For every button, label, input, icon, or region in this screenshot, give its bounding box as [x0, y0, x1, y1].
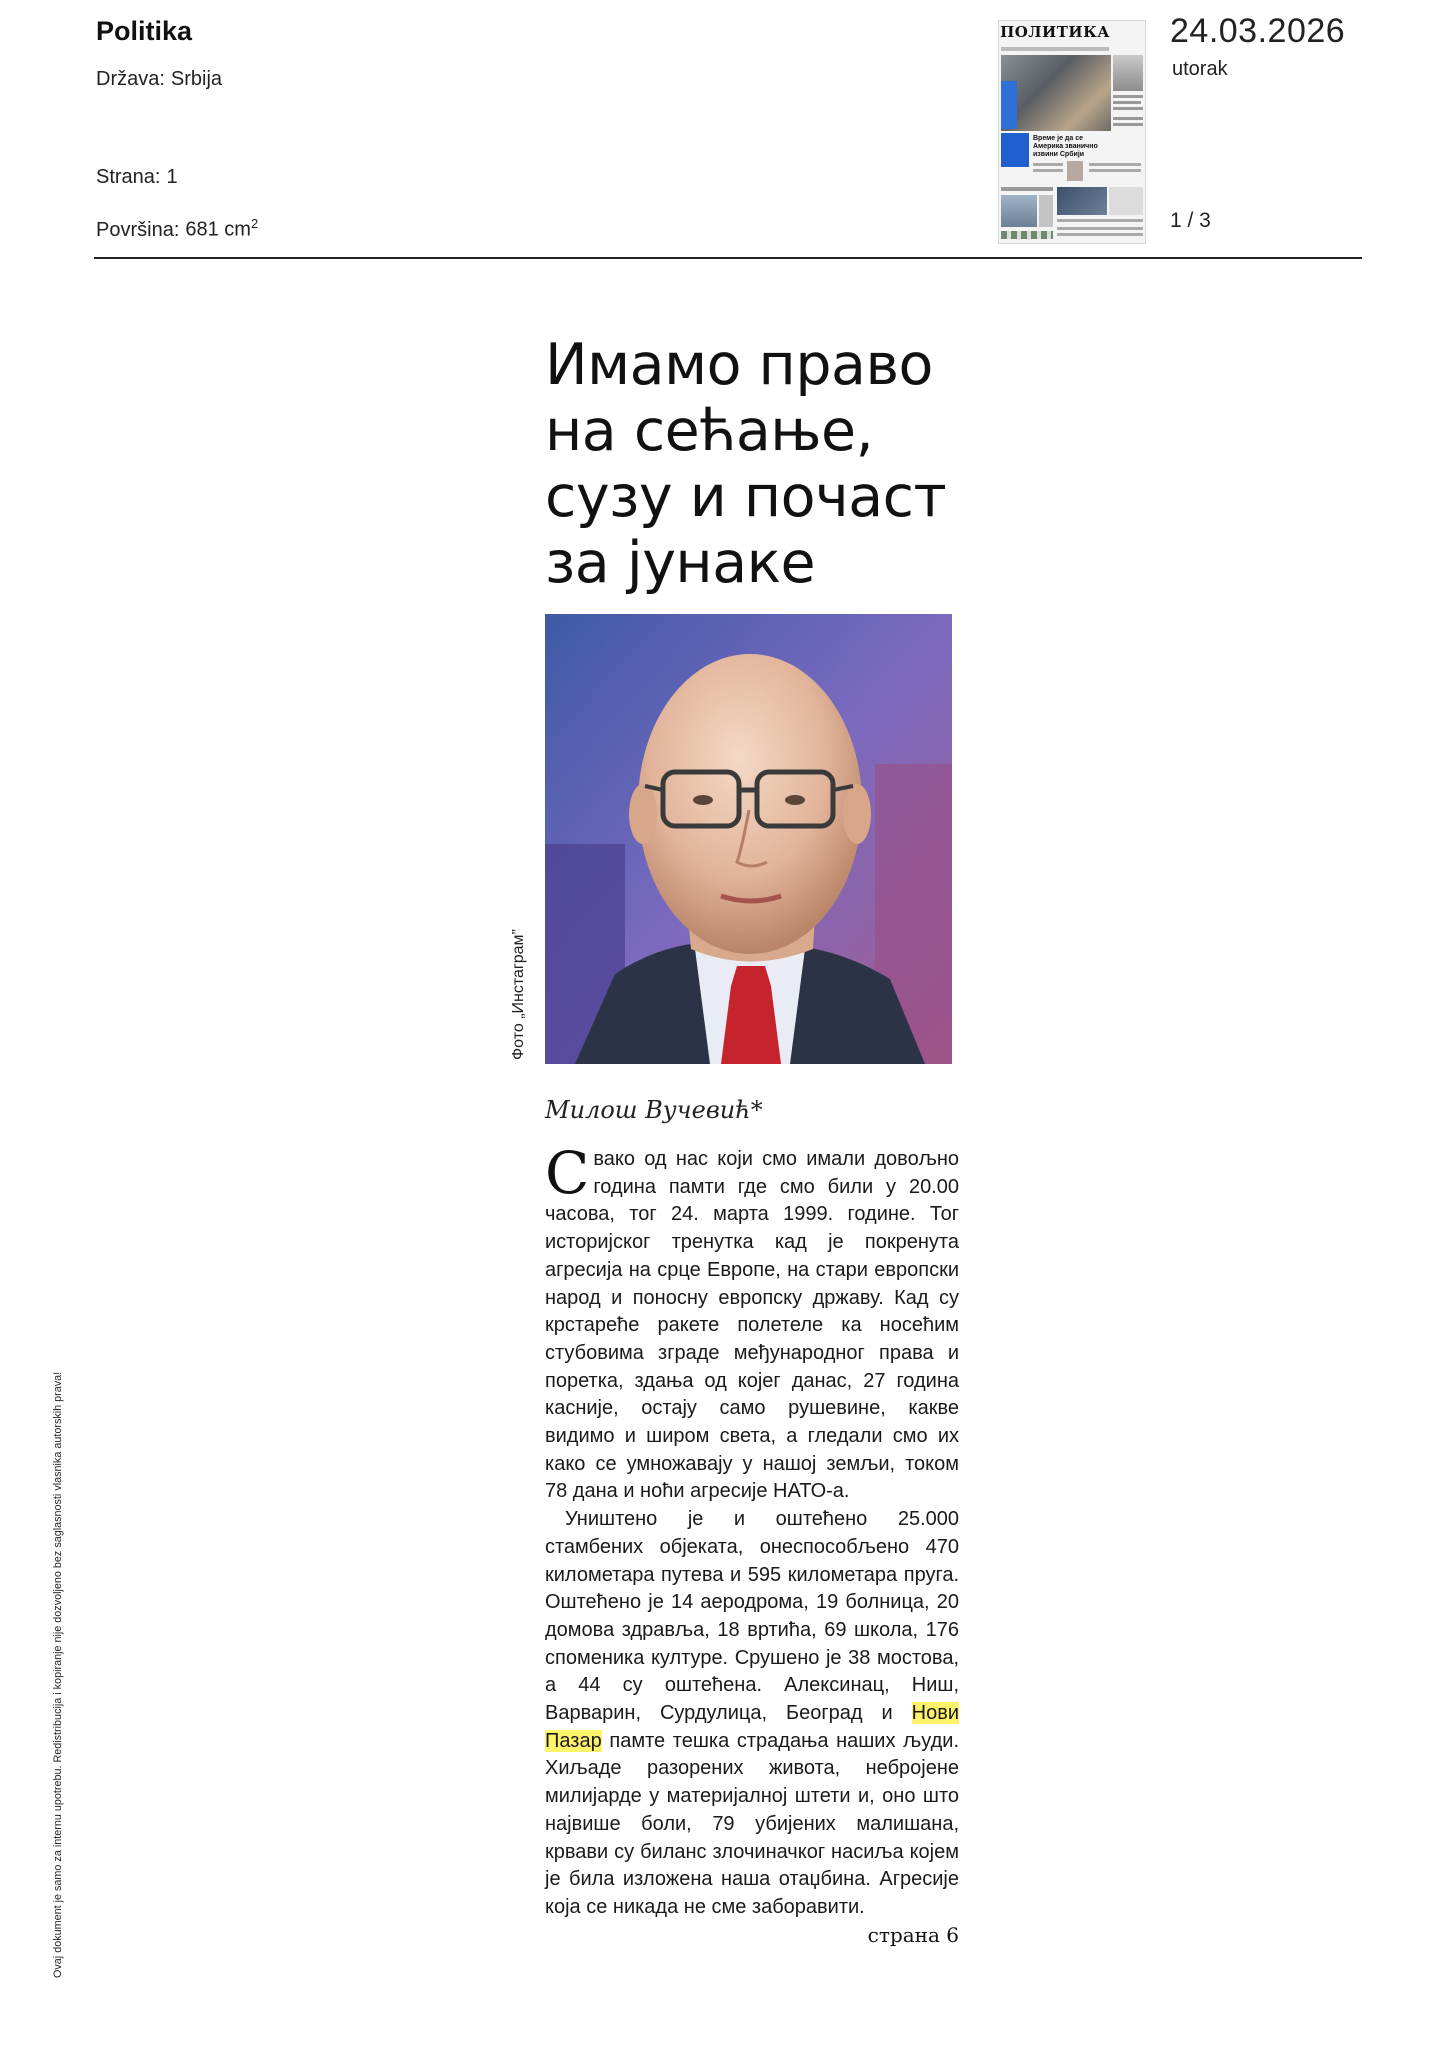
paragraph-2-text-after: памте тешка страдања наших људи. Хиљаде разорених живота, небројене милијарде у материјалној штети и, оно што највише боли, 79 убијених малишана, крвави су биланс злочиначког насиља којем је била изложена наша отаџбина. Агресије која се никада не сме заборавити. — [545, 1729, 959, 1918]
article-byline: Милош Вучевић* — [545, 1096, 763, 1124]
highlighted-keyword: Нови Пазар — [545, 1702, 959, 1752]
front-page-thumbnail[interactable] — [998, 20, 1146, 244]
page-label: Strana: — [96, 166, 161, 188]
article-paragraph — [545, 1506, 959, 1947]
copyright-disclaimer: Ovaj dokument je samo za internu upotrebu. Redistribucija i kopiranje nije dozvoljeno bez saglasnosti vlasnika autorskih prava! — [52, 1371, 64, 1978]
article-paragraph — [545, 1139, 959, 1506]
page-line — [96, 166, 178, 189]
author-photo — [545, 614, 952, 1064]
paragraph-1-text: вако од нас који смо имали довољно година памти где смо били у 20.00 часова, тог 24. марта 1999. године. Тог историјског тренутка кад је покренута агресија на срце Европе, на стари европски народ и поносну европску државу. Кад су крстареће ракете полетеле ка носећим стубовима зграде међународног права и поретка, здања од којег данас, 27 година касније, остају само рушевине, какве видимо и широм света, а гледали смо их како се умножавају у нашој земљи, током 78 дана и ноћи агресије НАТО-а. — [545, 1148, 959, 1503]
area-line — [96, 216, 258, 242]
continued-on-page[interactable]: страна 6 — [867, 1922, 959, 1947]
page-value: 1 — [166, 166, 178, 188]
thumbnail-masthead: ПОЛИТИКА — [1000, 23, 1110, 41]
issue-weekday: utorak — [1172, 58, 1228, 80]
area-unit-exponent: 2 — [250, 216, 259, 231]
area-value: 681 cm — [185, 218, 251, 241]
country-value: Srbija — [170, 68, 223, 90]
article-headline: Имамо право на сећање, сузу и почаст за јунаке — [545, 332, 947, 596]
photo-credit: Фото „Инстаграм” — [510, 929, 527, 1060]
country-line — [96, 68, 222, 91]
author-portrait-illustration — [545, 614, 952, 1064]
drop-cap: С — [545, 1139, 590, 1207]
article-body — [545, 1139, 959, 1949]
page-counter: 1 / 3 — [1170, 209, 1211, 232]
header-divider — [94, 257, 1362, 259]
thumbnail-headline: Време је да се Америка званично извини Србији — [1033, 135, 1098, 158]
publication-name: Politika — [96, 16, 193, 46]
area-label: Površina: — [96, 218, 180, 241]
paragraph-2-text-before: Уништено је и оштећено 25.000 стамбених објеката, онеспособљено 470 километара путева и 595 километара пруга. Оштећено је 14 аеродрома, 19 болница, 20 домова здравља, 18 вртића, 69 школа, 176 споменика културе. Срушено је 38 мостова, а 44 су оштећена. Алексинац, Ниш, Варварин, Сурдулица, Београд и — [545, 1508, 959, 1725]
issue-date: 24.03.2026 — [1170, 12, 1346, 50]
country-label: Država: — [96, 68, 165, 90]
